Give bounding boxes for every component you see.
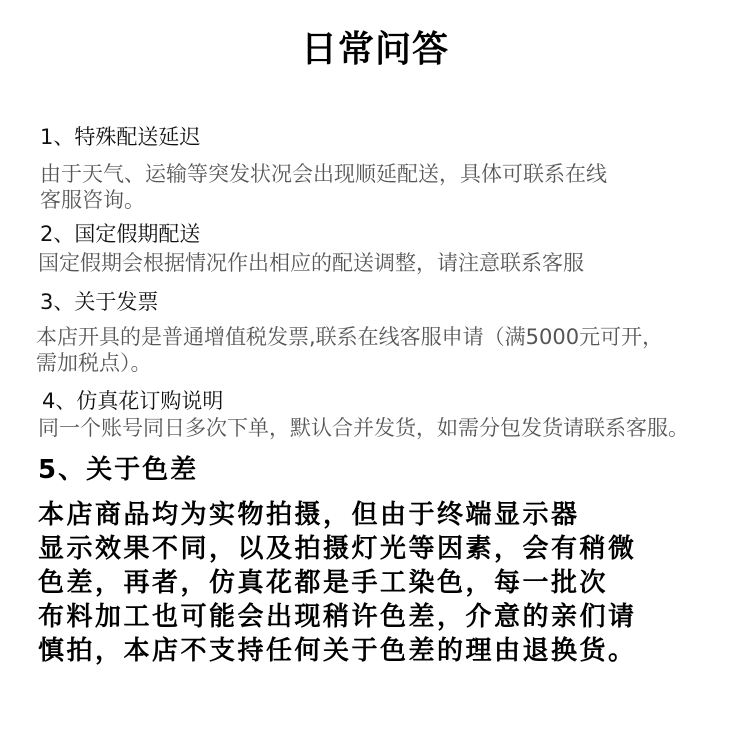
section-text-ordering: 同一个账号同日多次下单，默认合并发货，如需分包发货请联系客服。 <box>38 416 689 440</box>
section-text-color-difference-line1: 本店商品均为实物拍摄，但由于终端显示器 <box>38 500 580 530</box>
section-text-color-difference-line3: 色差，再者，仿真花都是手工染色，每一批次 <box>38 568 609 598</box>
section-text-color-difference-line4: 布料加工也可能会出现稍许色差，介意的亲们请 <box>38 602 637 632</box>
section-text-color-difference-line5: 慎拍，本店不支持任何关于色差的理由退换货。 <box>38 636 637 666</box>
section-heading-holiday-delivery: 2、国定假期配送 <box>40 222 201 246</box>
section-text-color-difference-line2: 显示效果不同，以及拍摄灯光等因素，会有稍微 <box>38 534 637 564</box>
section-text-delivery-delay-line2: 客服咨询。 <box>40 188 145 212</box>
section-heading-ordering: 4、仿真花订购说明 <box>42 389 224 413</box>
section-text-invoice-line1: 本店开具的是普通增值税发票,联系在线客服申请（满5000元可开， <box>36 325 664 349</box>
section-text-holiday-delivery: 国定假期会根据情况作出相应的配送调整，请注意联系客服 <box>38 251 584 275</box>
section-text-delivery-delay-line1: 由于天气、运输等突发状况会出现顺延配送，具体可联系在线 <box>40 162 607 186</box>
section-text-invoice-line2: 需加税点）。 <box>36 351 152 375</box>
section-heading-invoice: 3、关于发票 <box>40 290 159 314</box>
section-heading-color-difference: 5、关于色差 <box>38 455 199 485</box>
section-heading-delivery-delay: 1、特殊配送延迟 <box>40 125 201 149</box>
page-title: 日常问答 <box>300 29 449 70</box>
